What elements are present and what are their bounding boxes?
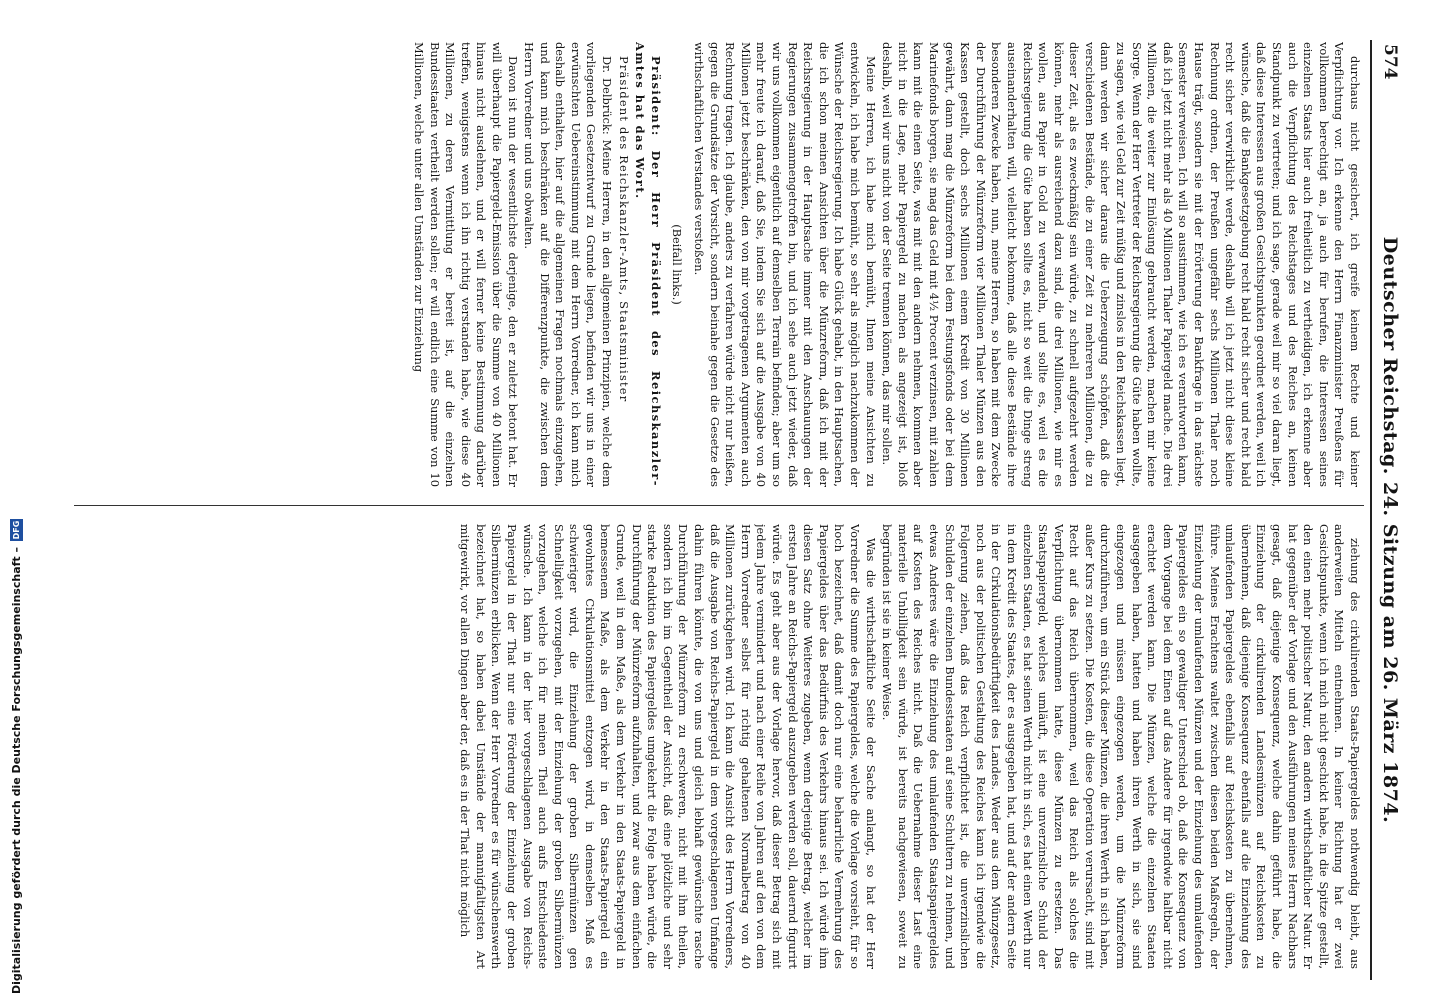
digitization-footer — [2, 0, 28, 1000]
applause-note: (Beifall links.) — [670, 224, 685, 305]
dfg-logo-icon: DFG — [11, 520, 21, 540]
footer-text: Digitalisierung gefördert durch die Deutsche Forschungsgemeinschaft – — [9, 547, 23, 994]
left-paragraph-1: durchaus nicht gesichert, ich greife keinem Rechte und keiner Verpflichtung vor. Ich erkenne den Herrn Finanzminister Preußens für vollkommen berechtigt an, ja auch für berufen, die Interessen seines einzelnen Staats hier auch freiheitlich zu vertheidigen, ich erkenne aber auch die Verpflichtung des Reichstages und des Reiches an, keinen Standpunkt zu vertreten; und ich sage, gerade weil mir so viel daran liegt, daß diese Interessen aus großen Gesichtspunkten geordnet werden, weil ich wünsche, daß die Bankgesetzgebung recht bald recht sicher und recht bald recht sicher verwirklicht werde, deshalb will ich jetzt nicht diese kleine Rechnung ordnen, der Preußen ungefähr sechs Millionen Thaler noch Hause trägt, sondern sie mit der Erörterung der Bankfrage in das nächste Semester verweisen. Ich will so ausstimmen, wie ich es verantworten kann, daß ich jetzt nicht mehr als 40 Millionen Thaler Papiergeld mache. Die drei Millionen, die weiter zur Einlösung gebraucht werden, machen mir keine Sorge. Wenn der Herr Vertreter der Reichsregierung die Güte haben wollte, zu sagen, wie viel Geld zur Zeit müßig und zinslos in den Reichskassen liegt, dann werden wir sicher daraus die Ueberzeugung schöpfen, daß die verschiedenen Bestände, die zu einer Zeit zu mehreren Millionen, die zu dieser Zeit, als es zweckmäßig sein würde, zu schnell aufgezehrt werden können, mehr als ausreichend dazu sind, die drei Millionen, wie mir es wollen, aus Papier in Gold zu verwandeln, und sollte es, weil es die Reichsregierung die Güte haben sollte es, nicht so weit die Dinge streng auseinanderhalten will, vielleicht bekomme, daß alle diese Bestände ihre besonderen Zwecke haben, nun, meine Herren, so haben mit dem Zwecke der Durchführung der Münzreform vier Millionen Thaler Münzen aus den Kassen gestellt, doch sechs Millionen einem Kredit von 30 Millionen gewährt, dann mag die Münzreform bei dem Festungsfonds oder bei dem Marinefonds borgen, sie mag das Geld mit 4½ Procent verzinsen, mit zahlen kann mit die einen Seite, was mit mit den andern nehmen, kommen aber nicht in die Lage, mehr Papiergeld zu machen als angezeigt ist, bloß deshalb, weil wir uns nicht von der Seite trennen können, das mir sollen. — [880, 42, 1362, 487]
delbrueck-speech: Dr. Delbrück: Meine Herren, in den allgemeinen Prinzipien, welche dem vorliegenden Gesetzentwurf zu Grunde liegen, befinden wir uns in einer erwünschten Uebereinstimmung mit dem Herrn Vorredner, ich kann mich deshalb enthalten, hier auf die allgemeinen Fragen nochmals einzugehen, und kann mich beschränken auf die Differenzpunkte, die zwischen dem Herrn Vorredner und uns obwalten. — [522, 42, 615, 487]
right-column — [72, 524, 1362, 969]
running-head: Deutscher Reichstag. 24. Sitzung am 26. März 1874. — [1379, 236, 1401, 824]
right-paragraph-1: ziehung des cirkulirenden Staats-Papiergeldes nothwendig bleibt, aus anderweiten Mitteln entnehmen. In keiner Richtung hat er zwei Gesichtspunkte, wenn ich mich nicht geschickt habe, in die Spitze gestellt, den einen mehr politischer Natur, den andern wirthschaftlicher Natur. Er hat gegenüber der Vorlage und den Ausführungen meines Herrn Nachbars gesagt, daß diejenige Konsequenz, welche dahin geführt habe, die Einziehung der cirkulirenden Landesmünzen auf Reichskosten zu übernehmen, daß diejenige Konsequenz ebenfalls auf die Einziehung des umlaufenden Papiergeldes ebenfalls auf Reichskosten zu übernehmen, führe. Meines Erachtens waltet zwischen diesen beiden Maßregeln, der Einziehung der umlaufenden Münzen und der Einziehung des umlaufenden Papiergeldes ein so gewaltiger Unterschied ob, daß die Konsequenz von dem Vorgange bei dem Einen auf das Andere für irgendwie haltbar nicht erachtet werden kann. Die Münzen, welche die einzelnen Staaten ausgegeben haben, hatten und haben ihren Werth in sich, sie sind eingezogen und müssen eingezogen werden, um die Münzreform durchzuführen, um ein Stück dieser Münzen, die ihren Werth in sich haben, außer Kurs zu setzen. Die Kosten, die diese Operation verursacht, sind mit Recht auf das Reich übernommen, weil das Reich als solches die Verpflichtung übernommen hatte, diese Münzen zu ersetzen. Das Staatspapiergeld, welches umläuft, ist eine unverzinsliche Schuld der einzelnen Staaten, es hat seinen Werth nicht in sich, es hat einen Werth nur in dem Kredit des Staates, der es ausgegeben hat, und auf der andern Seite in der Cirkulationsbedürftigkeit des Landes. Weder aus dem Münzgesetz, noch aus der politischen Gestaltung des Reiches kann ich irgendwie die Folgerung ziehen, daß das Reich verpflichtet ist, die unverzinslichen Schulden der einzelnen Bundesstaaten auf seine Schultern zu nehmen, und etwas Anderes wäre die Einziehung des umlaufenden Staatspapiergeldes auf Kosten des Reiches nicht. Daß die Uebernahme dieser Last eine materielle Unbilligkeit sein würde, ist bereits nachgewiesen, soweit zu begründen ist sie in keiner Weise. — [880, 524, 1362, 969]
page-header — [1370, 40, 1408, 980]
left-column — [72, 42, 1362, 487]
footer-credit — [6, 0, 26, 994]
page-number: 574 — [1380, 44, 1400, 80]
column-divider — [74, 505, 1364, 506]
president-statement: Präsident: Der Herr Präsident des Reichskanzler-Amtes hat das Wort. — [633, 42, 663, 487]
left-paragraph-2: Meine Herren, ich habe mich bemüht, Ihnen meine Ansichten zu entwickeln, ich habe mich bemüht, so sehr als möglich nachzukommen der Wünsche der Reichsregierung. Ich habe Glück gehabt, in den Hauptsachen, die ich schon meinen Ansichten über die Münzreform, daß ich mit der Reichsregierung in der Hauptsache immer mit den Anschauungen der Regierungen zusammengetroffen bin, und ich sehe auch jetzt wieder, daß wir uns vollkommen eigentlich auf demselben Terrain befinden; aber um so mehr freute ich darauf, daß Sie, indem Sie sich auf die Ausgabe von 40 Millionen jetzt beschränken, den von mir vorgetragenen Argumenten auch Rechnung tragen. Ich glaube, anders zu verfahren würde nicht nur heißen, gegen die Grundsätze der Vorsicht, sondern beinahe gegen die Gesetze des wirthschaftlichen Verstandes verstoßen. — [692, 42, 878, 487]
rotated-newspaper-page — [63, 40, 1408, 980]
speaker-introduction: Präsident des Reichskanzler-Amts, Staatsminister — [616, 56, 631, 403]
delbrueck-speech-continued: Davon ist nun der wesentlichste derjenige, den er zuletzt betont hat. Er will überhaupt die Papiergeld-Emission über die Summe von 40 Millionen hinaus nicht ausdehnen, und er will ferner keine Bestimmung darüber treffen, wenigstens wenn ich ihn richtig verstanden habe, wie diese 40 Millionen, zu deren Vermittlung er bereit ist, auf die einzelnen Bundesstaaten vertheilt werden sollen; er will endlich eine Summe von 10 Millionen, welche unter allen Umständen zur Einziehung — [411, 42, 520, 487]
right-paragraph-2: Was die wirthschaftliche Seite der Sache anlangt, so hat der Herr Vorredner die Summe des Papiergeldes, welche die Vorlage vorsieht, für so hoch bezeichnet, daß damit doch nur eine beharrliche Vermehrung des Papiergeldes über das Bedürfnis des Verkehrs hinaus sei. Ich würde ihm diesen Satz ohne Weiteres zugeben, wenn derjenige Betrag, welcher im ersten Jahre an Reichs-Papiergeld auszugeben werden soll, dauernd figurirt würde. Es geht aber aus der Vorlage hervor, daß dieser Betrag sich mit jedem Jahre vermindert und nach einer Reihe von Jahren auf den von dem Herrn Vorredner selbst für richtig gehaltenen Normalbetrag von 40 Millionen zurückgehen wird. Ich kann die Ansicht des Herrn Vorredners, daß die Ausgabe von Reichs-Papiergeld in dem vorgeschlagenen Umfange dahin führen könnte, die von uns und gleich lebhaft gewünschte rasche Durchführung der Münzreform zu erschweren, nicht mit ihm theilen, sondern ich bin im Gegentheil der Ansicht, daß eine plötzliche und sehr starke Reduktion des Papiergeldes umgekehrt die Folge haben würde, die Durchführung der Münzreform aufzuhalten, und zwar aus dem einfachen Grunde, weil in dem Maße, als dem Verkehr in den Staats-Papiergeld in bemessenem Maße, als dem Verkehr in den Staats-Papiergeld ein gewohntes Cirkulationsmittel entzogen wird, in demselben Maß es schwieriger wird, die Einziehung der groben Silbermünzen gen Schnelligkeit vorzugehen, mit der Einziehung der groben Silbermünzen vorzugehen, welche ich für meinen Theil auch aufs Entschiedenste wünsche. Ich kann in der hier vorgeschlagenen Ausgabe von Reichs-Papiergeld in der That nur eine Förderung der Einziehung der groben Silbermünzen erblicken. Wenn der Herr Vorredner es für wünschenswerth bezeichnet hat, so haben dabei Umstände der mannigfaltigsten Art mitgewirkt, vor allen Dingen aber der, daß es in der That nicht möglich — [458, 524, 878, 969]
